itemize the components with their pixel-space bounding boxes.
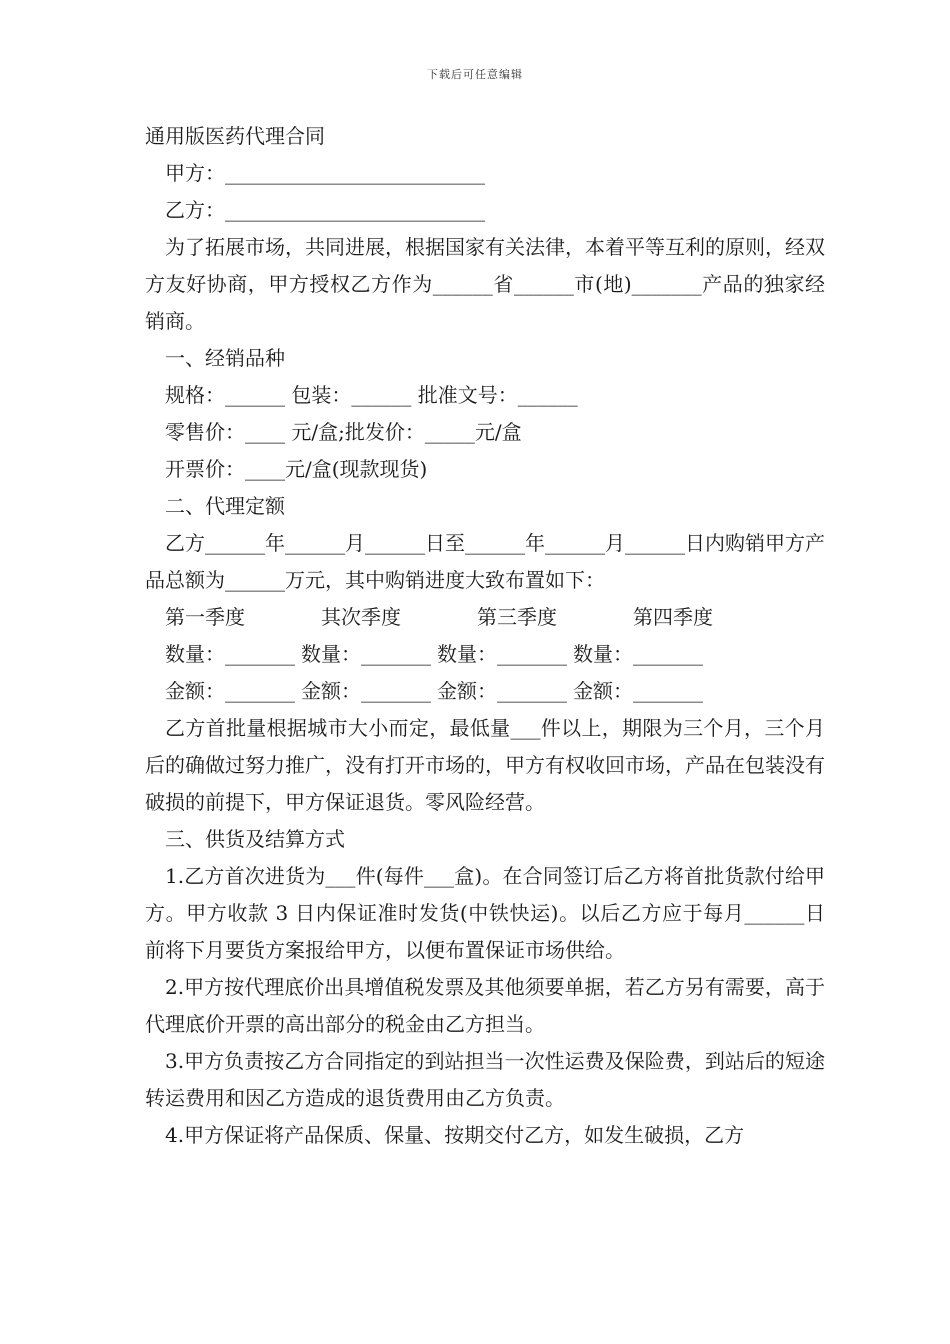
clause-4: 4.甲方保证将产品保质、保量、按期交付乙方，如发生破损，乙方 xyxy=(165,1123,745,1147)
section-1-title: 一、经销品种 xyxy=(165,346,285,370)
amount-cell: 金额：_______ xyxy=(437,679,567,703)
amount-cell: 金额：_______ xyxy=(573,679,703,703)
amount-row xyxy=(145,673,825,710)
quarter-label: 第三季度 xyxy=(477,605,557,629)
clause-3: 3.甲方负责按乙方合同指定的到站担当一次性运费及保险费，到站后的短途转运费用和因乙方造成的退货费用由乙方负责。 xyxy=(145,1049,825,1110)
quarter-label: 第四季度 xyxy=(633,605,713,629)
page-header-note: 下载后可任意编辑 xyxy=(427,68,523,81)
section-3-title: 三、供货及结算方式 xyxy=(165,827,345,851)
quarter-label: 第一季度 xyxy=(165,605,245,629)
amount-cell: 金额：_______ xyxy=(165,679,295,703)
quota-paragraph: 乙方______年______月______日至______年______月______日内购销甲方产品总额为______万元，其中购销进度大致布置如下： xyxy=(145,531,825,592)
intro-paragraph: 为了拓展市场，共同进展，根据国家有关法律，本着平等互利的原则，经双方友好协商，甲方授权乙方作为______省______市(地)_______产品的独家经销商。 xyxy=(145,235,825,333)
retail-price-line: 零售价：____ 元/盒;批发价：_____元/盒 xyxy=(165,420,522,444)
party-b-line: 乙方：__________________________ xyxy=(165,198,485,222)
section-2-title: 二、代理定额 xyxy=(165,494,285,518)
amount-cell: 金额：_______ xyxy=(301,679,431,703)
quantity-cell: 数量：_______ xyxy=(165,642,295,666)
quantity-cell: 数量：_______ xyxy=(301,642,431,666)
spec-line: 规格：______ 包装：______ 批准文号：______ xyxy=(165,383,578,407)
quarter-header-row xyxy=(145,599,825,636)
document-title: 通用版医药代理合同 xyxy=(145,124,325,148)
document-body xyxy=(145,118,825,1154)
quantity-cell: 数量：_______ xyxy=(437,642,567,666)
clause-1: 1.乙方首次进货为___件(每件___盒)。在合同签订后乙方将首批货款付给甲方。甲方收款 3 日内保证准时发货(中铁快运)。以后乙方应于每月______日前将下月要货方案报给甲方，以便布置保证市场供给。 xyxy=(145,864,825,962)
clause-2: 2.甲方按代理底价出具增值税发票及其他须要单据，若乙方另有需要，高于代理底价开票的高出部分的税金由乙方担当。 xyxy=(145,975,825,1036)
quarter-label: 其次季度 xyxy=(321,605,401,629)
first-batch-paragraph: 乙方首批量根据城市大小而定，最低量___件以上，期限为三个月，三个月后的确做过努力推广，没有打开市场的，甲方有权收回市场，产品在包装没有破损的前提下，甲方保证退货。零风险经营。 xyxy=(145,716,825,814)
quantity-cell: 数量：_______ xyxy=(573,642,703,666)
invoice-price-line: 开票价：____元/盒(现款现货) xyxy=(165,457,428,481)
quantity-row xyxy=(145,636,825,673)
party-a-line: 甲方：__________________________ xyxy=(165,161,485,185)
